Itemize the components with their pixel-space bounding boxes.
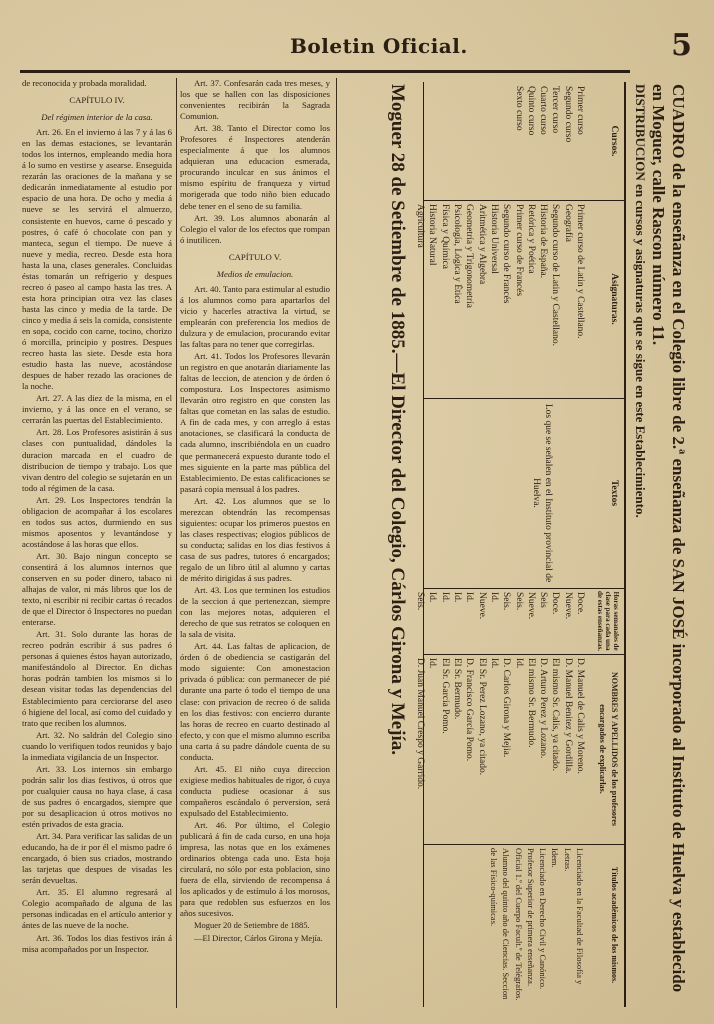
article-37: Art. 37. Confesarán cada tres meses, y los que se hallen con las disposiciones convenientes recibirán la Sagrada Comunion. xyxy=(180,78,330,122)
profesor-item: D. Manuel Benitez y Gordilla. xyxy=(562,658,573,774)
profesor-item: El mismo Sr. Bermudo. xyxy=(525,658,536,748)
asignatura-item: Segundo curso de Francés xyxy=(501,204,512,304)
article-30: Art. 30. Bajo ningun concepto se consentirá á los alumnos internos que conserven en su poder dinero, tabaco ni alhajas de valor, ni más libros que los de texto, ni escribir ni recibir cartas ó recados de que el Director ó Inspectores no puedan enterarse. xyxy=(22,550,172,628)
horas-item: Id. xyxy=(439,592,450,603)
curso-item: Cuarto curso xyxy=(538,86,549,135)
paragraph: de reconocida y probada moralidad. xyxy=(22,78,147,88)
asignatura-item: Primer curso de Francés xyxy=(513,204,524,297)
horas-item: Seis xyxy=(538,592,549,608)
titulos-list xyxy=(488,848,586,1002)
chapter-subtitle: Medios de emulacion. xyxy=(216,268,294,279)
rotated-table-area xyxy=(340,78,690,1013)
chapter-heading: CAPÍTULO IV. xyxy=(69,95,125,106)
curso-item: Tercer curso xyxy=(550,86,561,134)
titulo-item: Oficial 1.º del Cuerpo Facult.º de Telégrafos. xyxy=(513,848,524,1001)
asignatura-item: Retórica y Poética xyxy=(525,204,536,274)
horas-item: Id. xyxy=(452,592,463,603)
profesor-item: D. Arturo Perez y Lozano. xyxy=(538,658,549,759)
table-footer: Moguer 28 de Setiembre de 1885.—El Director del Colegio, Cárlos Girona y Mejía. xyxy=(387,84,408,756)
article-26: Art. 26. En el invierno á las 7 y á las 6 en las demas estaciones, se levantarán todos los internos, empleando media hora á lo sumo en vestirse y asearse. Enseguida rezarán las oraciones de la mañana y se dedicarán inmediatamente al estudio por espacio de una hora. De ocho y media á nueve se les servirá el almuerzo, consistente en huevos, carne ó pescado y postres, ó café ó chocolate con pan y manteca, segun el tiempo. De nueve á nueve y media, recreo. Desde esta hora hasta la una, clases generales. Concluidas éstas tomarán un refrigerio y despues recreo ó paseo al campo hasta las tres. A esta hora principian otra vez las clases hasta las cinco y media de la tarde. De cinco y media á seis la comida, consistente en sopa, cocido con carne, tocino, chorizo ó morcilla, principio y postres. Despues recreo hasta las siete. Desde esta hora estudio hasta las nueve, acostándose despues de haber rezado las oraciones de la noche. xyxy=(22,127,172,392)
profesor-item: D. Manuel de Calis y Moreno. xyxy=(575,658,585,774)
profesor-item: D. Francisco García Pomo. xyxy=(464,658,475,762)
header-asignaturas: Asignaturas. xyxy=(609,273,619,325)
horas-item: Seis. xyxy=(501,592,512,611)
col-cursos xyxy=(424,82,624,201)
asignatura-item: Segundo curso de Latin y Castellano. xyxy=(550,204,561,346)
article-36: Art. 36. Todos los dias festivos irán á misa acompañados por un Inspector. xyxy=(22,932,172,954)
article-42: Art. 42. Los alumnos que se lo merezcan obtendrán las recompensas siguientes: ocupar los primeros puestos en las clases respectivas; elogios públicos de su conducta; salidas en los dias festivos á casa de sus padres, tutores ó encargados; regalo de un libro útil al alumno y cartas de mérito dirigidas á sus padres. xyxy=(180,495,330,584)
signature-date: Moguer 20 de Setiembre de 1885. xyxy=(194,920,310,931)
horas-item: Nueve. xyxy=(476,592,487,620)
asignatura-item: Historia de España. xyxy=(538,204,549,279)
asignatura-item: Física y Química xyxy=(439,204,450,269)
curso-item: Segundo curso xyxy=(562,86,573,143)
horas-item: Seis. xyxy=(415,592,426,611)
cursos-list xyxy=(512,86,586,196)
asignatura-item: Agricultura xyxy=(415,204,426,248)
article-32: Art. 32. No saldrán del Colegio sino cuando lo verifiquen todos reunidos y bajo la inmediata vigilancia de un Inspector. xyxy=(22,729,172,762)
titulo-item: Licenciado en Derecho Civil y Canónico. xyxy=(538,848,549,990)
article-44: Art. 44. Las faltas de aplicacion, de órden ó de obediencia se castigarán del modo siguiente: Con amonestacion privada ó pública: con permanecer de pié durante una parte ó todo el tiempo de una clase: con privacion de recreo ó de salida en los dias festivos: con encierro durante las horas de recreo en cuarto destinado al efecto, y con que el mismo alumno escriba una carta á su padre dándole cuenta de su conducta. xyxy=(180,641,330,762)
page-header xyxy=(20,28,694,72)
header-cursos: Cursos. xyxy=(609,125,619,157)
schedule-table xyxy=(415,82,626,1007)
article-33: Art. 33. Los internos sin embargo podrán salir los dias festivos, ú otros que por cualquier causa no haya clase, á casa de sus padres ó encargados, siempre que por su desaplicacion ú otros motivos no estén privados de esta gracia. xyxy=(22,763,172,830)
header-horas: Horas semanales de clase para cada una de estas enseñanzas. xyxy=(596,590,620,652)
profesor-item: El Sr. García Pomo. xyxy=(439,658,450,734)
article-45: Art. 45. El niño cuya direccion exigiese medios habituales de rigor, ó cuya conducta pudiese ocasionar á sus compañeros escándalo ó perversion, será expulsado del Establecimiento. xyxy=(180,763,330,818)
text-column-middle xyxy=(180,78,330,1013)
asignatura-item: Primer curso de Latin y Castellano. xyxy=(575,204,585,339)
horas-item: Id. xyxy=(464,592,475,603)
table-subtitle: DISTRIBUCION en cursos y asignaturas que se sigue en este Establecimiento. xyxy=(633,84,648,518)
titulo-item: Alumno del quinto año de Ciencias. Seccion de las Físico-químicas. xyxy=(488,848,512,1000)
profesor-item: D. Juan Manuel Crespo y Garrido. xyxy=(415,658,426,790)
signature-name: —El Director, Cárlos Girona y Mejía. xyxy=(194,932,323,943)
text-column-left xyxy=(22,78,172,1013)
col-titulos xyxy=(424,844,624,1006)
asignatura-item: Historia Natural xyxy=(427,204,438,266)
titulo-item: Profesor Superior de primera enseñanza. xyxy=(525,848,536,987)
horas-item: Nueve. xyxy=(562,592,573,620)
article-40: Art. 40. Tanto para estimular al estudio á los alumnos como para apartarlos del vicio y hacerles atractiva la virtud, se emplearán con preferencia los medios de dulzura y de emulacion, procurando evitar las faltas para no tener que corregirlas. xyxy=(180,283,330,350)
article-35: Art. 35. El alumno regresará al Colegio acompañado de alguna de las personas indicadas en el artículo anterior y ántes de las nueve de la noche. xyxy=(22,887,172,931)
titulo-item: Idem. xyxy=(550,848,561,868)
article-28: Art. 28. Los Profesores asistirán á sus clases con puntualidad, dándoles la duracion marcada en el cuadro de distribucion de tiempo y trabajo. Los que vivan dentro del colegio se sujetarán en un todo al régimen de la casa. xyxy=(22,427,172,493)
page-title: Boletin Oficial. xyxy=(290,34,468,58)
article-41: Art. 41. Todos los Profesores llevarán un registro en que anotarán diariamente las faltas de leccion, de atencion y de órden ó compostura. Los Inspectores asimismo llevarán otro registro en que consten las faltas que cometan en las salas de estudio. A fin de cada mes, y con arreglo á estas anotaciones, se clasificará la conducta de cada alumno, inscribiéndola en un cuadro que permanecerá expuesto durante todo el mes siguiente en la parte mas pública del Establecimiento. De estas calificaciones se pasará copia mensual á los padres. xyxy=(180,351,330,494)
article-34: Art. 34. Para verificar las salidas de un educando, ha de ir por él el mismo padre ó encargado, ó bien sus criados, mostrando las tarjetas que despues de visadas les serán devueltas. xyxy=(22,831,172,886)
header-profesores: NOMBRES Y APELLIDOS de los profesores encargados de explicarlas. xyxy=(597,671,619,826)
article-46: Art. 46. Por último, el Colegio publicará á fin de cada curso, en una hoja impresa, las notas que en los exámenes ordinarios obtenga cada uno. Esta hoja circulará, no sólo por esta poblacion, sino fuera de ella, sirviendo de recompensa á los aplicados y de estímulo á los morosos, para que redoblen sus esfuerzos en los años sucesivos. xyxy=(180,820,330,919)
curso-item: Primer curso xyxy=(575,86,585,135)
col-asignaturas xyxy=(415,200,624,399)
titulo-item: Licenciado en la Facultad de Filosofía y Letras. xyxy=(562,848,585,985)
curso-item: Sexto curso xyxy=(513,86,524,131)
header-textos: Textos xyxy=(609,479,619,507)
profesor-item: El Sr. Perez Lozano, ya citado. xyxy=(476,658,487,776)
profesores-list xyxy=(414,658,586,840)
header-rule xyxy=(20,70,630,73)
column-divider xyxy=(176,78,177,1008)
chapter-heading: CAPÍTULO V. xyxy=(228,251,282,262)
horas-item: Seis. xyxy=(513,592,524,611)
horas-item: Doce. xyxy=(575,592,585,615)
asignatura-item: Psicología, Lógica y Ética xyxy=(452,204,463,304)
col-profesores xyxy=(415,654,624,845)
horas-item: Id. xyxy=(488,592,499,603)
page-number: 5 xyxy=(671,28,692,63)
schedule-table-rotated xyxy=(340,78,690,1013)
asignatura-item: Geografía xyxy=(562,204,573,242)
profesor-item: Id. xyxy=(488,658,499,669)
textos-note: Los que se señalen en el Instituto provincial de Huelva. xyxy=(530,403,553,583)
horas-item: Id. xyxy=(427,592,438,603)
article-31: Art. 31. Solo durante las horas de recreo podrán escribir á sus padres ó personas á quienes éstos hayan autorizado, manifestándolo al Director. En dichas horas podrán tambien los mismos si lo desean visitar todas las dependencias del Establecimiento para cerciorarse del aseo ó higiene del local, así como del cuidado y trato que reciben los alumnos. xyxy=(22,629,172,728)
header-titulos: Títulos académicos de los mismos. xyxy=(610,866,619,984)
col-horas xyxy=(415,588,624,655)
article-39: Art. 39. Los alumnos abonarán al Colegio el valor de los efectos que rompan ó inutilicen. xyxy=(180,212,330,245)
article-27: Art. 27. A las diez de la misma, en el invierno, y á las once en el verano, se cerrarán las puertas del Establecimiento. xyxy=(22,393,172,426)
asignaturas-list xyxy=(414,204,586,394)
article-29: Art. 29. Los Inspectores tendrán la obligacion de acompañar á los escolares en todos sus actos, durmiendo en sus mismos aposentos y levantándose y acostándose á las horas que ellos. xyxy=(22,494,172,549)
profesor-item: D. Carlos Girona y Mejia. xyxy=(501,658,512,758)
asignatura-item: Historia Universal xyxy=(488,204,499,274)
profesor-item: Id. xyxy=(427,658,438,669)
horas-list xyxy=(414,592,586,650)
table-title: CUADRO de la enseñanza en el Colegio libre de 2.ª enseñanza de SAN JOSÉ incorporado al Instituto de Huelva y establecido en Moguer, calle Rascon número 11. xyxy=(649,84,688,993)
profesor-item: Id. xyxy=(513,658,524,669)
curso-item: Quinto curso xyxy=(525,86,536,136)
profesor-item: El Sr. Bermudo. xyxy=(452,658,463,720)
asignatura-item: Aritmética y Algebra xyxy=(476,204,487,285)
profesor-item: El mismo Sr. Calis, ya citado. xyxy=(550,658,561,771)
column-divider xyxy=(336,78,337,1008)
horas-item: Nueve. xyxy=(525,592,536,620)
article-38: Art. 38. Tanto el Director como los Profesores é Inspectores atenderán especialmente á que los alumnos adquieran una educacion esmerada, procurando inculcar en sus ánimos el mismo espíritu de franqueza y virtud morigerada que todo niño bien educado debe tener en el seno de su familia. xyxy=(180,123,330,211)
col-textos xyxy=(424,398,624,589)
asignatura-item: Geometría y Trigonometría xyxy=(464,204,475,308)
chapter-subtitle: Del régimen interior de la casa. xyxy=(41,112,153,123)
horas-item: Doce. xyxy=(550,592,561,615)
article-43: Art. 43. Los que terminen los estudios de la seccion á que pertenezcan, siempre con las mejores notas, adquieren el derecho de que sus retratos se coloquen en la sala de visita. xyxy=(180,585,330,640)
